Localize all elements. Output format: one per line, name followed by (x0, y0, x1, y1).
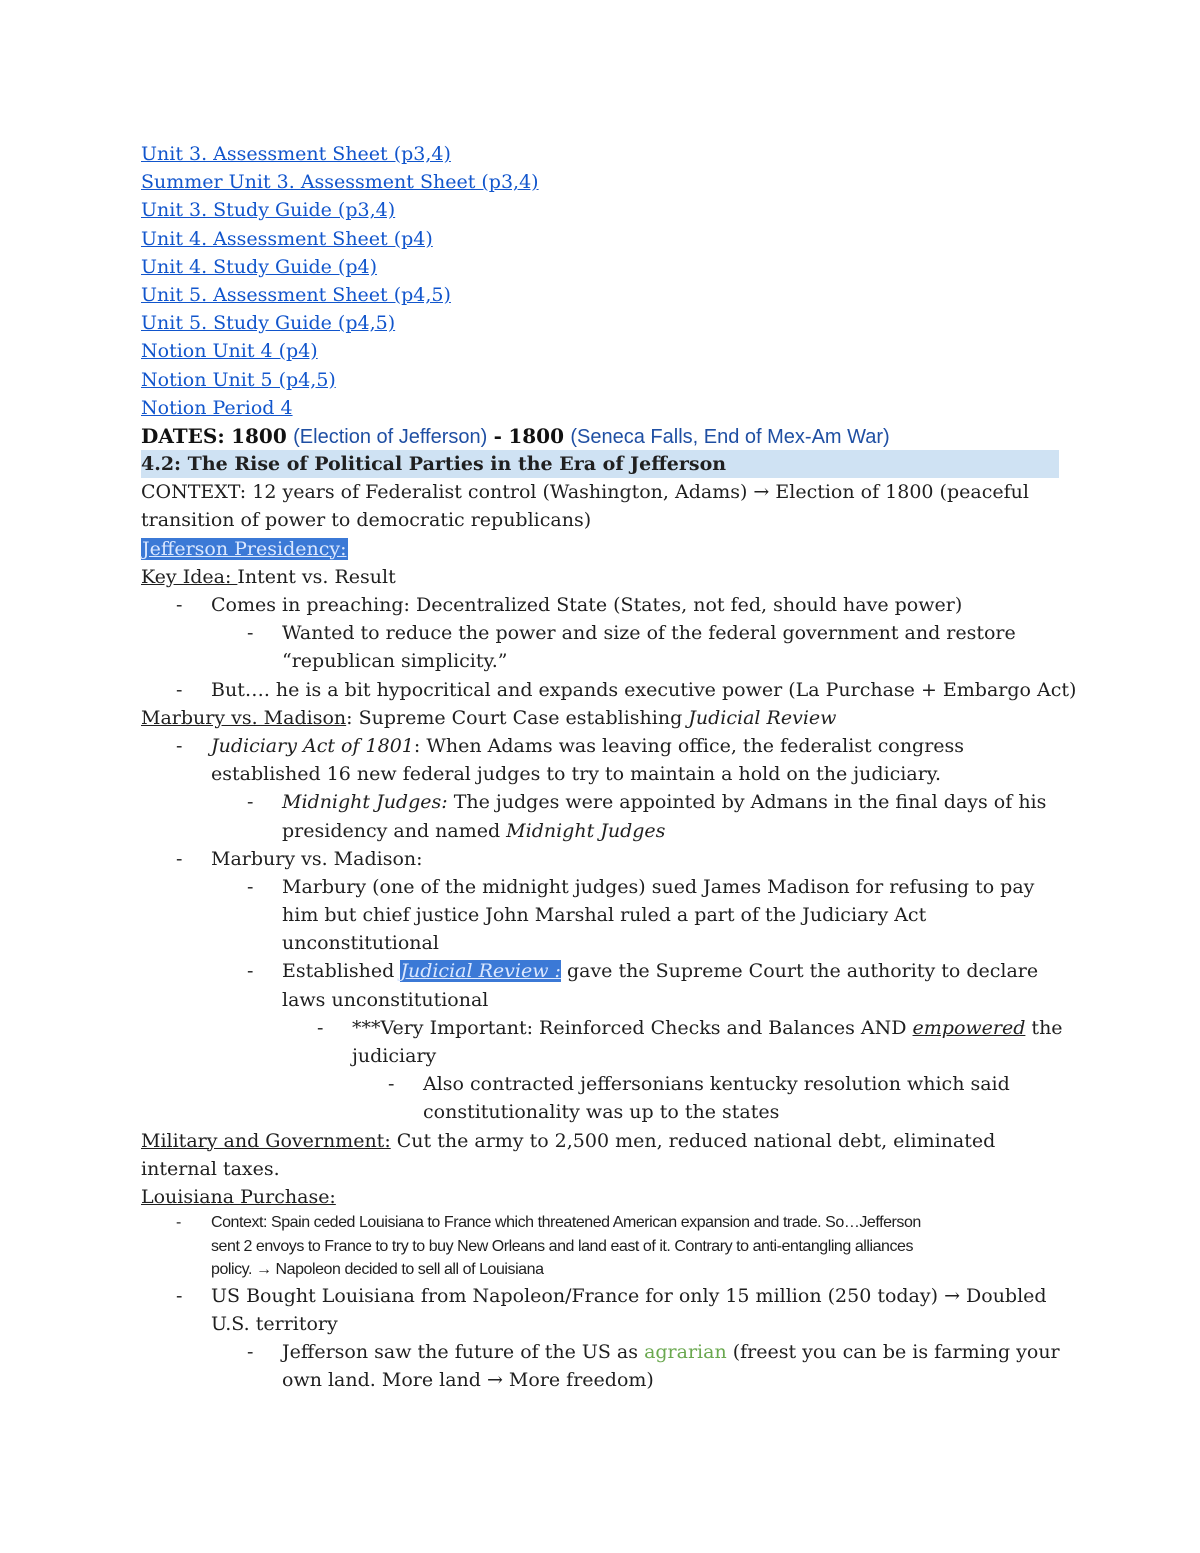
list-item-continuation: sent 2 envoys to France to try to buy New Orleans and land east of it. Contrary to anti-entangling alliances (211, 1237, 914, 1255)
list-item-continuation: established 16 new federal judges to try to maintain a hold on the judiciary. (211, 763, 942, 786)
marbury-heading-row (141, 704, 1071, 732)
list-item-continuation: “republican simplicity.” (282, 650, 508, 673)
marbury-heading-rest: : Supreme Court Case establishing (346, 706, 689, 729)
list-item-text: Marbury vs. Madison: (211, 847, 423, 870)
list-item (141, 1282, 1071, 1310)
midnight-judges-term: Midnight Judges (506, 819, 666, 842)
list-item-text: Comes in preaching: Decentralized State (States, not fed, should have power) (211, 594, 963, 616)
military-continuation: internal taxes. (141, 1157, 280, 1180)
list-item-text: But…. he is a bit hypocritical and expands executive power (La Purchase + Embargo Act) (211, 678, 1077, 701)
section-heading: 4.2: The Rise of Political Parties in the Era of Jefferson (141, 450, 1059, 478)
list-item (141, 591, 1071, 619)
louisiana-heading-row (141, 1183, 1071, 1211)
dates-start-note: (Election of Jefferson) (293, 425, 488, 448)
list-item (141, 1338, 1071, 1366)
list-item-text: Context: Spain ceded Louisiana to France which threatened American expansion and trade. So…Jefferson (211, 1214, 921, 1232)
link-unit4-assessment[interactable]: Unit 4. Assessment Sheet (p4) (141, 227, 433, 250)
bullet: - (247, 960, 254, 983)
list-item (141, 1014, 1071, 1042)
context-line-2: transition of power to democratic republicans) (141, 509, 592, 532)
bullet: - (247, 1341, 254, 1363)
military-label: Military and Government: (141, 1129, 391, 1152)
list-item-continuation: judiciary (352, 1045, 437, 1067)
list-item-text: : When Adams was leaving office, the federalist congress (413, 734, 965, 757)
key-idea-row (141, 563, 1071, 591)
dates-end-note: (Seneca Falls, End of Mex-Am War) (570, 425, 890, 448)
link-unit5-study-guide[interactable]: Unit 5. Study Guide (p4,5) (141, 312, 396, 335)
dates-separator: - (493, 423, 502, 448)
list-item (141, 873, 1071, 901)
link-notion-unit4[interactable]: Notion Unit 4 (p4) (141, 340, 318, 363)
list-item (141, 957, 1071, 985)
list-item (141, 1070, 1071, 1098)
bullet: - (247, 875, 254, 898)
list-item-continuation (141, 817, 1071, 845)
bullet: - (247, 791, 254, 814)
marbury-heading: Marbury vs. Madison (141, 706, 347, 729)
dates-start-year: 1800 (231, 423, 287, 448)
list-item-text: ***Very Important: Reinforced Checks and Balances AND (352, 1016, 913, 1039)
list-item (141, 676, 1077, 704)
louisiana-heading: Louisiana Purchase: (141, 1185, 336, 1208)
list-item (141, 619, 1071, 647)
link-unit4-study-guide[interactable]: Unit 4. Study Guide (p4) (141, 255, 378, 278)
link-list (141, 140, 1071, 422)
list-item-continuation: constitutionality was up to the states (423, 1101, 780, 1124)
key-idea-label: Key Idea: (141, 565, 238, 588)
list-item-continuation: U.S. territory (211, 1312, 338, 1335)
list-item-text: (freest you can be is farming your (726, 1341, 1060, 1363)
list-item-continuation: laws unconstitutional (282, 988, 489, 1011)
link-unit5-assessment[interactable]: Unit 5. Assessment Sheet (p4,5) (141, 283, 451, 306)
list-item-text: US Bought Louisiana from Napoleon/France for only 15 million (250 today) → Doubled (211, 1284, 1047, 1307)
bullet: - (176, 847, 183, 870)
bullet: - (317, 1016, 324, 1039)
link-unit3-study-guide[interactable]: Unit 3. Study Guide (p3,4) (141, 199, 396, 222)
list-item-text: Also contracted jeffersonians kentucky resolution which said (423, 1073, 1010, 1096)
military-row (141, 1127, 1071, 1155)
list-item-continuation: unconstitutional (282, 932, 439, 955)
dates-label: DATES: (141, 423, 225, 448)
document-page (141, 140, 1077, 1394)
list-item-text: presidency and named (282, 819, 507, 842)
jefferson-presidency-heading[interactable]: Jefferson Presidency: (142, 537, 347, 560)
list-item (141, 1211, 1071, 1235)
link-notion-unit5[interactable]: Notion Unit 5 (p4,5) (141, 368, 336, 391)
context-line-1: CONTEXT: 12 years of Federalist control (Washington, Adams) → Election of 1800 (peaceful (141, 481, 1029, 504)
list-item-text: Wanted to reduce the power and size of the federal government and restore (282, 622, 1016, 645)
bullet: - (388, 1073, 395, 1096)
key-idea-text: Intent vs. Result (237, 565, 396, 588)
link-unit3-assessment[interactable]: Unit 3. Assessment Sheet (p3,4) (141, 143, 451, 165)
bullet: - (176, 594, 183, 616)
list-item-text: gave the Supreme Court the authority to declare (560, 960, 1039, 983)
link-summer-unit3-assessment[interactable]: Summer Unit 3. Assessment Sheet (p3,4) (141, 171, 539, 194)
list-item (141, 732, 1071, 760)
judicial-review-highlight[interactable]: Judicial Review : (400, 960, 561, 983)
dates-line (141, 422, 1071, 450)
bullet: - (247, 622, 254, 645)
list-item-continuation: own land. More land → More freedom) (282, 1369, 654, 1392)
list-item-continuation: him but chief justice John Marshal ruled a part of the Judiciary Act (282, 904, 927, 927)
link-notion-period4[interactable]: Notion Period 4 (141, 396, 293, 419)
list-item (141, 788, 1071, 816)
list-item-text: The judges were appointed by Admans in the final days of his (447, 791, 1047, 814)
marbury-heading-italic: Judicial Review (688, 706, 837, 729)
list-item-text: Established (282, 960, 401, 983)
agrarian-term: agrarian (644, 1341, 727, 1363)
list-item (141, 845, 1071, 873)
military-text: Cut the army to 2,500 men, reduced national debt, eliminated (390, 1129, 996, 1152)
bullet: - (176, 1214, 181, 1232)
list-item-text: Marbury (one of the midnight judges) sued James Madison for refusing to pay (282, 875, 1035, 898)
bullet: - (176, 678, 183, 701)
dates-end-year: 1800 (508, 423, 564, 448)
bullet: - (176, 1284, 183, 1307)
jefferson-heading-row (141, 535, 1071, 563)
list-item-text: the (1025, 1016, 1063, 1039)
bullet: - (176, 734, 183, 757)
list-item-text: Jefferson saw the future of the US as (282, 1341, 645, 1363)
list-item-continuation: policy. → Napoleon decided to sell all of Louisiana (211, 1261, 544, 1279)
midnight-judges-term: Midnight Judges: (282, 791, 448, 814)
empowered-term: empowered (912, 1016, 1026, 1039)
judiciary-act-term: Judiciary Act of 1801 (211, 734, 414, 757)
